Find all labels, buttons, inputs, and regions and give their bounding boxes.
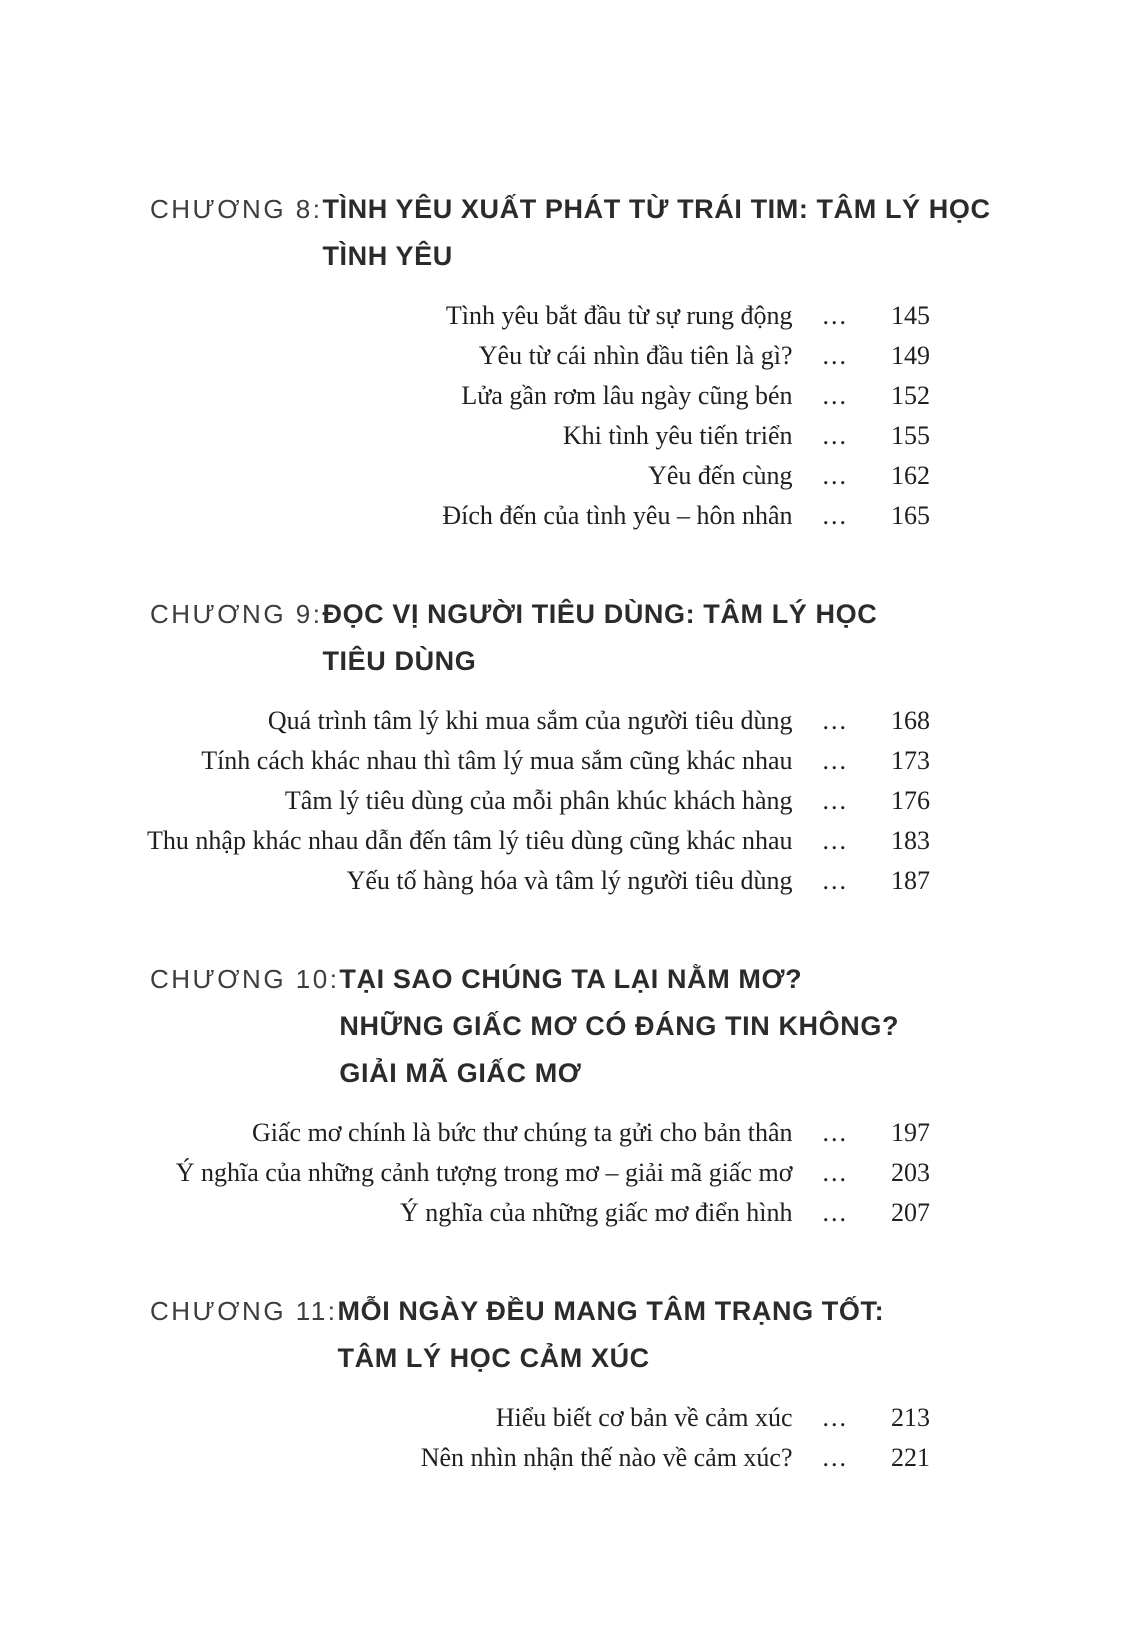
entry-title: Yếu tố hàng hóa và tâm lý người tiêu dùng: [346, 866, 793, 895]
chapter-section: [150, 1288, 930, 1478]
toc-entry: [150, 1398, 930, 1438]
entry-title: Quá trình tâm lý khi mua sắm của người tiêu dùng: [267, 706, 793, 735]
entry-dots: ...: [822, 421, 848, 450]
chapter-title-line: TIÊU DÙNG: [322, 646, 477, 676]
chapter-title: [339, 956, 899, 1097]
entry-title: Nên nhìn nhận thế nào về cảm xúc?: [420, 1443, 793, 1472]
entry-dots: ...: [822, 826, 848, 855]
entry-page-number: 145: [891, 301, 930, 330]
entry-page-number: 173: [891, 746, 930, 775]
entry-title: Yêu từ cái nhìn đầu tiên là gì?: [478, 341, 793, 370]
chapter-title: [322, 591, 877, 685]
entry-title: Ý nghĩa của những cảnh tượng trong mơ – giải mã giấc mơ: [175, 1158, 793, 1187]
entry-page-number: 149: [891, 341, 930, 370]
entry-page-number: 213: [891, 1403, 930, 1432]
entry-title: Tâm lý tiêu dùng của mỗi phân khúc khách hàng: [284, 786, 793, 815]
chapter-label: CHƯƠNG 10:: [150, 964, 340, 994]
entry-page-number: 168: [891, 706, 930, 735]
entry-page-number: 221: [891, 1443, 930, 1472]
toc-entry: [150, 781, 930, 821]
toc-entry: [150, 861, 930, 901]
chapter-header: [150, 956, 930, 1097]
toc-entry: [150, 1193, 930, 1233]
entry-title: Khi tình yêu tiến triển: [562, 421, 793, 450]
chapter-header: [150, 1288, 930, 1382]
entry-page-number: 162: [891, 461, 930, 490]
chapter-title-line: TÂM LÝ HỌC CẢM XÚC: [337, 1343, 650, 1373]
toc-entry: [150, 416, 930, 456]
entry-dots: ...: [822, 866, 848, 895]
chapter-entry-list: [150, 1398, 930, 1478]
entry-dots: ...: [822, 301, 848, 330]
toc-entry: [150, 496, 930, 536]
entry-dots: ...: [822, 786, 848, 815]
entry-page-number: 152: [891, 381, 930, 410]
chapter-header: [150, 591, 930, 685]
entry-title: Lửa gần rơm lâu ngày cũng bén: [461, 381, 793, 410]
entry-dots: ...: [822, 706, 848, 735]
chapter-entry-list: [147, 701, 930, 901]
toc-entry: [150, 1153, 930, 1193]
chapter-label: CHƯƠNG 9:: [150, 599, 323, 629]
chapter-title-line: GIẢI MÃ GIẤC MƠ: [339, 1058, 582, 1088]
entry-page-number: 197: [891, 1118, 930, 1147]
toc-entry: [150, 1113, 930, 1153]
chapter-section: [150, 956, 930, 1233]
entry-page-number: 155: [891, 421, 930, 450]
toc-chapter-list: [147, 186, 991, 1478]
entry-title: Thu nhập khác nhau dẫn đến tâm lý tiêu dùng cũng khác nhau: [147, 826, 793, 855]
chapter-section: [150, 186, 991, 536]
toc-entry: [150, 296, 930, 336]
entry-page-number: 187: [891, 866, 930, 895]
chapter-title-line: TÌNH YÊU: [322, 241, 453, 271]
entry-dots: ...: [822, 381, 848, 410]
entry-dots: ...: [822, 1403, 848, 1432]
entry-dots: ...: [822, 1198, 848, 1227]
chapter-label: CHƯƠNG 8:: [150, 194, 323, 224]
toc-entry: [150, 701, 930, 741]
chapter-header: [150, 186, 991, 280]
entry-dots: ...: [822, 1118, 848, 1147]
entry-dots: ...: [822, 1158, 848, 1187]
entry-title: Tình yêu bắt đầu từ sự rung động: [445, 301, 793, 330]
entry-page-number: 165: [891, 501, 930, 530]
entry-page-number: 176: [891, 786, 930, 815]
entry-dots: ...: [822, 501, 848, 530]
chapter-title-line: TÌNH YÊU XUẤT PHÁT TỪ TRÁI TIM: TÂM LÝ HỌC: [322, 194, 991, 224]
toc-entry: [150, 376, 930, 416]
toc-entry: [150, 741, 930, 781]
toc-entry: [150, 336, 930, 376]
toc-entry: [150, 1438, 930, 1478]
entry-page-number: 183: [891, 826, 930, 855]
entry-page-number: 203: [891, 1158, 930, 1187]
entry-title: Đích đến của tình yêu – hôn nhân: [442, 501, 793, 530]
chapter-section: [147, 591, 930, 901]
toc-entry: [147, 821, 930, 861]
chapter-title-line: TẠI SAO CHÚNG TA LẠI NẰM MƠ?: [339, 964, 803, 994]
chapter-title: [322, 186, 990, 280]
chapter-title: [338, 1288, 885, 1382]
entry-dots: ...: [822, 461, 848, 490]
entry-title: Tính cách khác nhau thì tâm lý mua sắm cũng khác nhau: [201, 746, 793, 775]
chapter-title-line: ĐỌC VỊ NGƯỜI TIÊU DÙNG: TÂM LÝ HỌC: [322, 599, 878, 629]
chapter-title-line: MỖI NGÀY ĐỀU MANG TÂM TRẠNG TỐT:: [337, 1296, 885, 1326]
chapter-title-line: NHỮNG GIẤC MƠ CÓ ĐÁNG TIN KHÔNG?: [339, 1011, 900, 1041]
chapter-entry-list: [150, 296, 930, 536]
entry-dots: ...: [822, 1443, 848, 1472]
chapter-entry-list: [150, 1113, 930, 1233]
entry-title: Ý nghĩa của những giấc mơ điển hình: [400, 1198, 793, 1227]
entry-title: Hiểu biết cơ bản về cảm xúc: [495, 1403, 793, 1432]
entry-dots: ...: [822, 341, 848, 370]
chapter-label: CHƯƠNG 11:: [150, 1296, 338, 1326]
entry-title: Giấc mơ chính là bức thư chúng ta gửi cho bản thân: [252, 1118, 793, 1147]
toc-entry: [150, 456, 930, 496]
entry-dots: ...: [822, 746, 848, 775]
entry-page-number: 207: [891, 1198, 930, 1227]
entry-title: Yêu đến cùng: [648, 461, 793, 490]
